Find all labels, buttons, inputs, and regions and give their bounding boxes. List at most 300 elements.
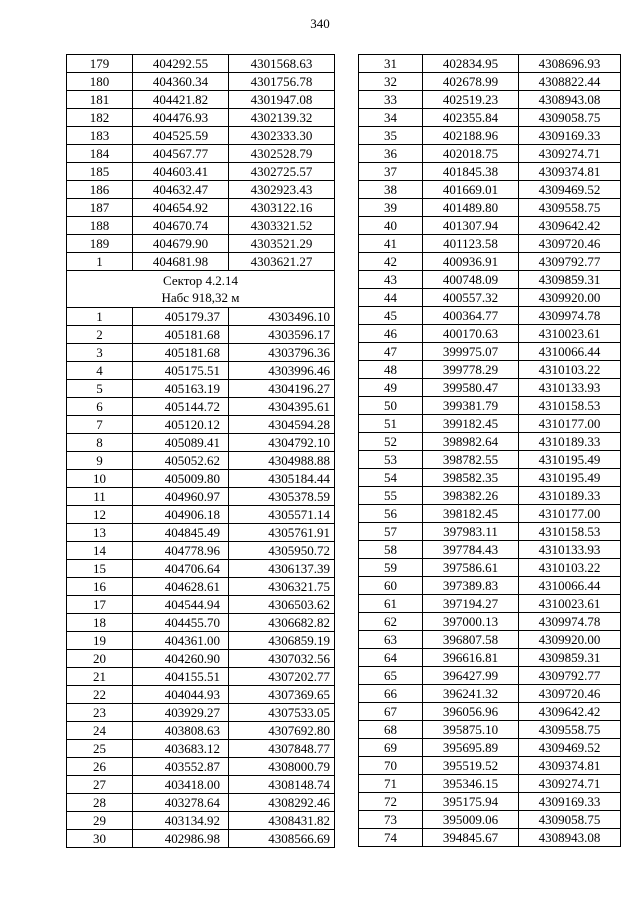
y-coordinate-cell: 4309058.75 — [519, 811, 621, 829]
right-rows — [359, 55, 621, 847]
sector-header — [67, 271, 335, 308]
point-number-cell: 58 — [359, 541, 423, 559]
y-coordinate-cell: 4307533.05 — [229, 704, 335, 722]
sector-header-row — [67, 271, 335, 308]
x-coordinate-cell: 398782.55 — [423, 451, 519, 469]
table-row — [67, 235, 335, 253]
y-coordinate-cell: 4306503.62 — [229, 596, 335, 614]
x-coordinate-cell: 399580.47 — [423, 379, 519, 397]
point-number-cell: 21 — [67, 668, 133, 686]
table-row — [67, 560, 335, 578]
y-coordinate-cell: 4309859.31 — [519, 271, 621, 289]
y-coordinate-cell: 4309058.75 — [519, 109, 621, 127]
y-coordinate-cell: 4303521.29 — [229, 235, 335, 253]
table-row — [67, 253, 335, 271]
page-number: 340 — [310, 16, 330, 31]
point-number-cell: 43 — [359, 271, 423, 289]
table-row — [359, 559, 621, 577]
table-row — [67, 470, 335, 488]
x-coordinate-cell: 395519.52 — [423, 757, 519, 775]
point-number-cell: 44 — [359, 289, 423, 307]
y-coordinate-cell: 4310158.53 — [519, 397, 621, 415]
point-number-cell: 26 — [67, 758, 133, 776]
point-number-cell: 63 — [359, 631, 423, 649]
x-coordinate-cell: 399381.79 — [423, 397, 519, 415]
y-coordinate-cell: 4309274.71 — [519, 145, 621, 163]
x-coordinate-cell: 396807.58 — [423, 631, 519, 649]
point-number-cell: 29 — [67, 812, 133, 830]
point-number-cell: 16 — [67, 578, 133, 596]
x-coordinate-cell: 404525.59 — [133, 127, 229, 145]
table-row — [359, 199, 621, 217]
x-coordinate-cell: 405163.19 — [133, 380, 229, 398]
point-number-cell: 7 — [67, 416, 133, 434]
y-coordinate-cell: 4309274.71 — [519, 775, 621, 793]
table-row — [359, 523, 621, 541]
table-row — [67, 199, 335, 217]
point-number-cell: 38 — [359, 181, 423, 199]
y-coordinate-cell: 4306859.19 — [229, 632, 335, 650]
x-coordinate-cell: 403929.27 — [133, 704, 229, 722]
right-coordinates-table — [358, 54, 621, 847]
table-row — [359, 433, 621, 451]
point-number-cell: 27 — [67, 776, 133, 794]
table-row — [359, 91, 621, 109]
point-number-cell: 186 — [67, 181, 133, 199]
point-number-cell: 24 — [67, 722, 133, 740]
x-coordinate-cell: 404845.49 — [133, 524, 229, 542]
point-number-cell: 33 — [359, 91, 423, 109]
x-coordinate-cell: 404778.96 — [133, 542, 229, 560]
y-coordinate-cell: 4304594.28 — [229, 416, 335, 434]
y-coordinate-cell: 4304792.10 — [229, 434, 335, 452]
table-row — [67, 722, 335, 740]
point-number-cell: 36 — [359, 145, 423, 163]
table-row — [67, 91, 335, 109]
y-coordinate-cell: 4310066.44 — [519, 343, 621, 361]
y-coordinate-cell: 4309469.52 — [519, 181, 621, 199]
point-number-cell: 17 — [67, 596, 133, 614]
x-coordinate-cell: 398182.45 — [423, 505, 519, 523]
table-row — [359, 577, 621, 595]
point-number-cell: 22 — [67, 686, 133, 704]
y-coordinate-cell: 4304196.27 — [229, 380, 335, 398]
table-row — [67, 668, 335, 686]
point-number-cell: 181 — [67, 91, 133, 109]
x-coordinate-cell: 397389.83 — [423, 577, 519, 595]
x-coordinate-cell: 395695.89 — [423, 739, 519, 757]
table-row — [67, 380, 335, 398]
table-row — [67, 488, 335, 506]
table-row — [359, 127, 621, 145]
point-number-cell: 5 — [67, 380, 133, 398]
point-number-cell: 8 — [67, 434, 133, 452]
table-row — [359, 811, 621, 829]
sector-area — [70, 289, 331, 306]
point-number-cell: 23 — [67, 704, 133, 722]
point-number-cell: 52 — [359, 433, 423, 451]
x-coordinate-cell: 405181.68 — [133, 326, 229, 344]
y-coordinate-cell: 4308292.46 — [229, 794, 335, 812]
point-number-cell: 182 — [67, 109, 133, 127]
x-coordinate-cell: 403278.64 — [133, 794, 229, 812]
x-coordinate-cell: 404960.97 — [133, 488, 229, 506]
point-number-cell: 185 — [67, 163, 133, 181]
x-coordinate-cell: 400748.09 — [423, 271, 519, 289]
y-coordinate-cell: 4309792.77 — [519, 667, 621, 685]
point-number-cell: 74 — [359, 829, 423, 847]
x-coordinate-cell: 404654.92 — [133, 199, 229, 217]
point-number-cell: 30 — [67, 830, 133, 848]
point-number-cell: 73 — [359, 811, 423, 829]
table-row — [359, 541, 621, 559]
x-coordinate-cell: 395175.94 — [423, 793, 519, 811]
y-coordinate-cell: 4310103.22 — [519, 361, 621, 379]
y-coordinate-cell: 4305571.14 — [229, 506, 335, 524]
y-coordinate-cell: 4308431.82 — [229, 812, 335, 830]
point-number-cell: 179 — [67, 55, 133, 73]
x-coordinate-cell: 397784.43 — [423, 541, 519, 559]
table-row — [67, 181, 335, 199]
point-number-cell: 49 — [359, 379, 423, 397]
y-coordinate-cell: 4309859.31 — [519, 649, 621, 667]
y-coordinate-cell: 4309374.81 — [519, 163, 621, 181]
table-row — [67, 109, 335, 127]
x-coordinate-cell: 401845.38 — [423, 163, 519, 181]
table-row — [67, 704, 335, 722]
x-coordinate-cell: 404706.64 — [133, 560, 229, 578]
table-row — [67, 73, 335, 91]
x-coordinate-cell: 401307.94 — [423, 217, 519, 235]
point-number-cell: 4 — [67, 362, 133, 380]
y-coordinate-cell: 4301756.78 — [229, 73, 335, 91]
x-coordinate-cell: 405089.41 — [133, 434, 229, 452]
y-coordinate-cell: 4310177.00 — [519, 505, 621, 523]
y-coordinate-cell: 4304395.61 — [229, 398, 335, 416]
x-coordinate-cell: 404360.34 — [133, 73, 229, 91]
x-coordinate-cell: 395875.10 — [423, 721, 519, 739]
x-coordinate-cell: 404260.90 — [133, 650, 229, 668]
x-coordinate-cell: 402018.75 — [423, 145, 519, 163]
table-row — [359, 307, 621, 325]
y-coordinate-cell: 4301568.63 — [229, 55, 335, 73]
y-coordinate-cell: 4302923.43 — [229, 181, 335, 199]
table-row — [67, 145, 335, 163]
y-coordinate-cell: 4310066.44 — [519, 577, 621, 595]
table-row — [67, 127, 335, 145]
y-coordinate-cell: 4309642.42 — [519, 703, 621, 721]
point-number-cell: 51 — [359, 415, 423, 433]
x-coordinate-cell: 398582.35 — [423, 469, 519, 487]
sector-title: Сектор 4.2.14 — [162, 273, 238, 288]
x-coordinate-cell: 404906.18 — [133, 506, 229, 524]
point-number-cell: 40 — [359, 217, 423, 235]
point-number-cell: 2 — [67, 326, 133, 344]
y-coordinate-cell: 4309974.78 — [519, 613, 621, 631]
left-bottom-rows — [67, 308, 335, 848]
table-row — [359, 739, 621, 757]
point-number-cell: 50 — [359, 397, 423, 415]
point-number-cell: 71 — [359, 775, 423, 793]
y-coordinate-cell: 4310103.22 — [519, 559, 621, 577]
x-coordinate-cell: 396427.99 — [423, 667, 519, 685]
x-coordinate-cell: 400364.77 — [423, 307, 519, 325]
table-row — [359, 595, 621, 613]
table-row — [359, 667, 621, 685]
y-coordinate-cell: 4301947.08 — [229, 91, 335, 109]
x-coordinate-cell: 405175.51 — [133, 362, 229, 380]
table-row — [67, 776, 335, 794]
x-coordinate-cell: 397586.61 — [423, 559, 519, 577]
table-row — [359, 361, 621, 379]
x-coordinate-cell: 402519.23 — [423, 91, 519, 109]
y-coordinate-cell: 4310189.33 — [519, 433, 621, 451]
y-coordinate-cell: 4306137.39 — [229, 560, 335, 578]
y-coordinate-cell: 4308148.74 — [229, 776, 335, 794]
y-coordinate-cell: 4310195.49 — [519, 469, 621, 487]
point-number-cell: 37 — [359, 163, 423, 181]
table-row — [67, 506, 335, 524]
y-coordinate-cell: 4305950.72 — [229, 542, 335, 560]
point-number-cell: 184 — [67, 145, 133, 163]
point-number-cell: 25 — [67, 740, 133, 758]
sector-area-text: Нaбс 918,32 м — [161, 290, 240, 305]
x-coordinate-cell: 405181.68 — [133, 344, 229, 362]
table-row — [67, 434, 335, 452]
point-number-cell: 15 — [67, 560, 133, 578]
x-coordinate-cell: 402188.96 — [423, 127, 519, 145]
point-number-cell: 9 — [67, 452, 133, 470]
y-coordinate-cell: 4309169.33 — [519, 127, 621, 145]
sector-title-cell — [67, 271, 335, 308]
point-number-cell: 67 — [359, 703, 423, 721]
table-row — [359, 379, 621, 397]
y-coordinate-cell: 4303496.10 — [229, 308, 335, 326]
table-row — [359, 163, 621, 181]
y-coordinate-cell: 4308822.44 — [519, 73, 621, 91]
point-number-cell: 183 — [67, 127, 133, 145]
point-number-cell: 59 — [359, 559, 423, 577]
y-coordinate-cell: 4309558.75 — [519, 199, 621, 217]
point-number-cell: 66 — [359, 685, 423, 703]
table-row — [67, 830, 335, 848]
table-row — [67, 344, 335, 362]
x-coordinate-cell: 402355.84 — [423, 109, 519, 127]
table-row — [359, 109, 621, 127]
y-coordinate-cell: 4307848.77 — [229, 740, 335, 758]
point-number-cell: 42 — [359, 253, 423, 271]
y-coordinate-cell: 4307369.65 — [229, 686, 335, 704]
x-coordinate-cell: 403418.00 — [133, 776, 229, 794]
y-coordinate-cell: 4309558.75 — [519, 721, 621, 739]
x-coordinate-cell: 399182.45 — [423, 415, 519, 433]
point-number-cell: 11 — [67, 488, 133, 506]
y-coordinate-cell: 4309720.46 — [519, 685, 621, 703]
y-coordinate-cell: 4309920.00 — [519, 631, 621, 649]
table-row — [359, 451, 621, 469]
point-number-cell: 41 — [359, 235, 423, 253]
y-coordinate-cell: 4303796.36 — [229, 344, 335, 362]
x-coordinate-cell: 401669.01 — [423, 181, 519, 199]
table-row — [67, 740, 335, 758]
x-coordinate-cell: 402678.99 — [423, 73, 519, 91]
x-coordinate-cell: 400170.63 — [423, 325, 519, 343]
y-coordinate-cell: 4309720.46 — [519, 235, 621, 253]
point-number-cell: 31 — [359, 55, 423, 73]
x-coordinate-cell: 405144.72 — [133, 398, 229, 416]
x-coordinate-cell: 396241.32 — [423, 685, 519, 703]
table-row — [67, 650, 335, 668]
y-coordinate-cell: 4303321.52 — [229, 217, 335, 235]
point-number-cell: 187 — [67, 199, 133, 217]
point-number-cell: 10 — [67, 470, 133, 488]
y-coordinate-cell: 4308000.79 — [229, 758, 335, 776]
y-coordinate-cell: 4307692.80 — [229, 722, 335, 740]
y-coordinate-cell: 4303596.17 — [229, 326, 335, 344]
x-coordinate-cell: 399778.29 — [423, 361, 519, 379]
table-row — [67, 578, 335, 596]
point-number-cell: 20 — [67, 650, 133, 668]
y-coordinate-cell: 4307202.77 — [229, 668, 335, 686]
x-coordinate-cell: 394845.67 — [423, 829, 519, 847]
y-coordinate-cell: 4306321.75 — [229, 578, 335, 596]
y-coordinate-cell: 4303621.27 — [229, 253, 335, 271]
table-row — [67, 686, 335, 704]
table-row — [67, 812, 335, 830]
x-coordinate-cell: 401489.80 — [423, 199, 519, 217]
table-row — [67, 614, 335, 632]
y-coordinate-cell: 4310189.33 — [519, 487, 621, 505]
table-row — [359, 217, 621, 235]
point-number-cell: 69 — [359, 739, 423, 757]
point-number-cell: 46 — [359, 325, 423, 343]
point-number-cell: 62 — [359, 613, 423, 631]
point-number-cell: 57 — [359, 523, 423, 541]
table-row — [67, 308, 335, 326]
x-coordinate-cell: 396056.96 — [423, 703, 519, 721]
point-number-cell: 13 — [67, 524, 133, 542]
table-row — [67, 362, 335, 380]
table-row — [359, 613, 621, 631]
table-row — [359, 703, 621, 721]
point-number-cell: 39 — [359, 199, 423, 217]
point-number-cell: 19 — [67, 632, 133, 650]
table-row — [359, 73, 621, 91]
x-coordinate-cell: 397983.11 — [423, 523, 519, 541]
point-number-cell: 1 — [67, 253, 133, 271]
point-number-cell: 54 — [359, 469, 423, 487]
point-number-cell: 53 — [359, 451, 423, 469]
table-row — [67, 794, 335, 812]
x-coordinate-cell: 404292.55 — [133, 55, 229, 73]
x-coordinate-cell: 404679.90 — [133, 235, 229, 253]
point-number-cell: 189 — [67, 235, 133, 253]
x-coordinate-cell: 404421.82 — [133, 91, 229, 109]
y-coordinate-cell: 4307032.56 — [229, 650, 335, 668]
x-coordinate-cell: 398382.26 — [423, 487, 519, 505]
point-number-cell: 70 — [359, 757, 423, 775]
y-coordinate-cell: 4308943.08 — [519, 829, 621, 847]
y-coordinate-cell: 4309169.33 — [519, 793, 621, 811]
x-coordinate-cell: 404455.70 — [133, 614, 229, 632]
x-coordinate-cell: 395346.15 — [423, 775, 519, 793]
point-number-cell: 68 — [359, 721, 423, 739]
point-number-cell: 45 — [359, 307, 423, 325]
table-row — [67, 632, 335, 650]
table-row — [67, 326, 335, 344]
x-coordinate-cell: 400557.32 — [423, 289, 519, 307]
table-row — [67, 758, 335, 776]
table-row — [359, 469, 621, 487]
table-row — [67, 398, 335, 416]
point-number-cell: 47 — [359, 343, 423, 361]
table-row — [67, 452, 335, 470]
x-coordinate-cell: 402834.95 — [423, 55, 519, 73]
x-coordinate-cell: 401123.58 — [423, 235, 519, 253]
y-coordinate-cell: 4310133.93 — [519, 379, 621, 397]
table-row — [359, 343, 621, 361]
point-number-cell: 14 — [67, 542, 133, 560]
x-coordinate-cell: 398982.64 — [423, 433, 519, 451]
x-coordinate-cell: 404670.74 — [133, 217, 229, 235]
table-row — [359, 685, 621, 703]
x-coordinate-cell: 399975.07 — [423, 343, 519, 361]
table-row — [359, 631, 621, 649]
point-number-cell: 64 — [359, 649, 423, 667]
y-coordinate-cell: 4302528.79 — [229, 145, 335, 163]
x-coordinate-cell: 404681.98 — [133, 253, 229, 271]
y-coordinate-cell: 4310133.93 — [519, 541, 621, 559]
y-coordinate-cell: 4309792.77 — [519, 253, 621, 271]
table-row — [67, 217, 335, 235]
point-number-cell: 61 — [359, 595, 423, 613]
table-row — [359, 253, 621, 271]
y-coordinate-cell: 4309920.00 — [519, 289, 621, 307]
y-coordinate-cell: 4309469.52 — [519, 739, 621, 757]
y-coordinate-cell: 4309974.78 — [519, 307, 621, 325]
x-coordinate-cell: 404603.41 — [133, 163, 229, 181]
y-coordinate-cell: 4303122.16 — [229, 199, 335, 217]
x-coordinate-cell: 400936.91 — [423, 253, 519, 271]
left-coordinates-table — [66, 54, 335, 848]
x-coordinate-cell: 395009.06 — [423, 811, 519, 829]
table-row — [359, 235, 621, 253]
x-coordinate-cell: 397000.13 — [423, 613, 519, 631]
x-coordinate-cell: 403808.63 — [133, 722, 229, 740]
x-coordinate-cell: 403683.12 — [133, 740, 229, 758]
y-coordinate-cell: 4310195.49 — [519, 451, 621, 469]
table-row — [67, 542, 335, 560]
point-number-cell: 28 — [67, 794, 133, 812]
y-coordinate-cell: 4302725.57 — [229, 163, 335, 181]
x-coordinate-cell: 405179.37 — [133, 308, 229, 326]
x-coordinate-cell: 404155.51 — [133, 668, 229, 686]
y-coordinate-cell: 4308566.69 — [229, 830, 335, 848]
x-coordinate-cell: 403552.87 — [133, 758, 229, 776]
point-number-cell: 35 — [359, 127, 423, 145]
x-coordinate-cell: 397194.27 — [423, 595, 519, 613]
x-coordinate-cell: 404544.94 — [133, 596, 229, 614]
x-coordinate-cell: 404361.00 — [133, 632, 229, 650]
left-top-rows — [67, 55, 335, 271]
table-row — [67, 524, 335, 542]
table-row — [359, 181, 621, 199]
table-row — [359, 55, 621, 73]
x-coordinate-cell: 404567.77 — [133, 145, 229, 163]
table-row — [359, 289, 621, 307]
y-coordinate-cell: 4305378.59 — [229, 488, 335, 506]
y-coordinate-cell: 4309374.81 — [519, 757, 621, 775]
